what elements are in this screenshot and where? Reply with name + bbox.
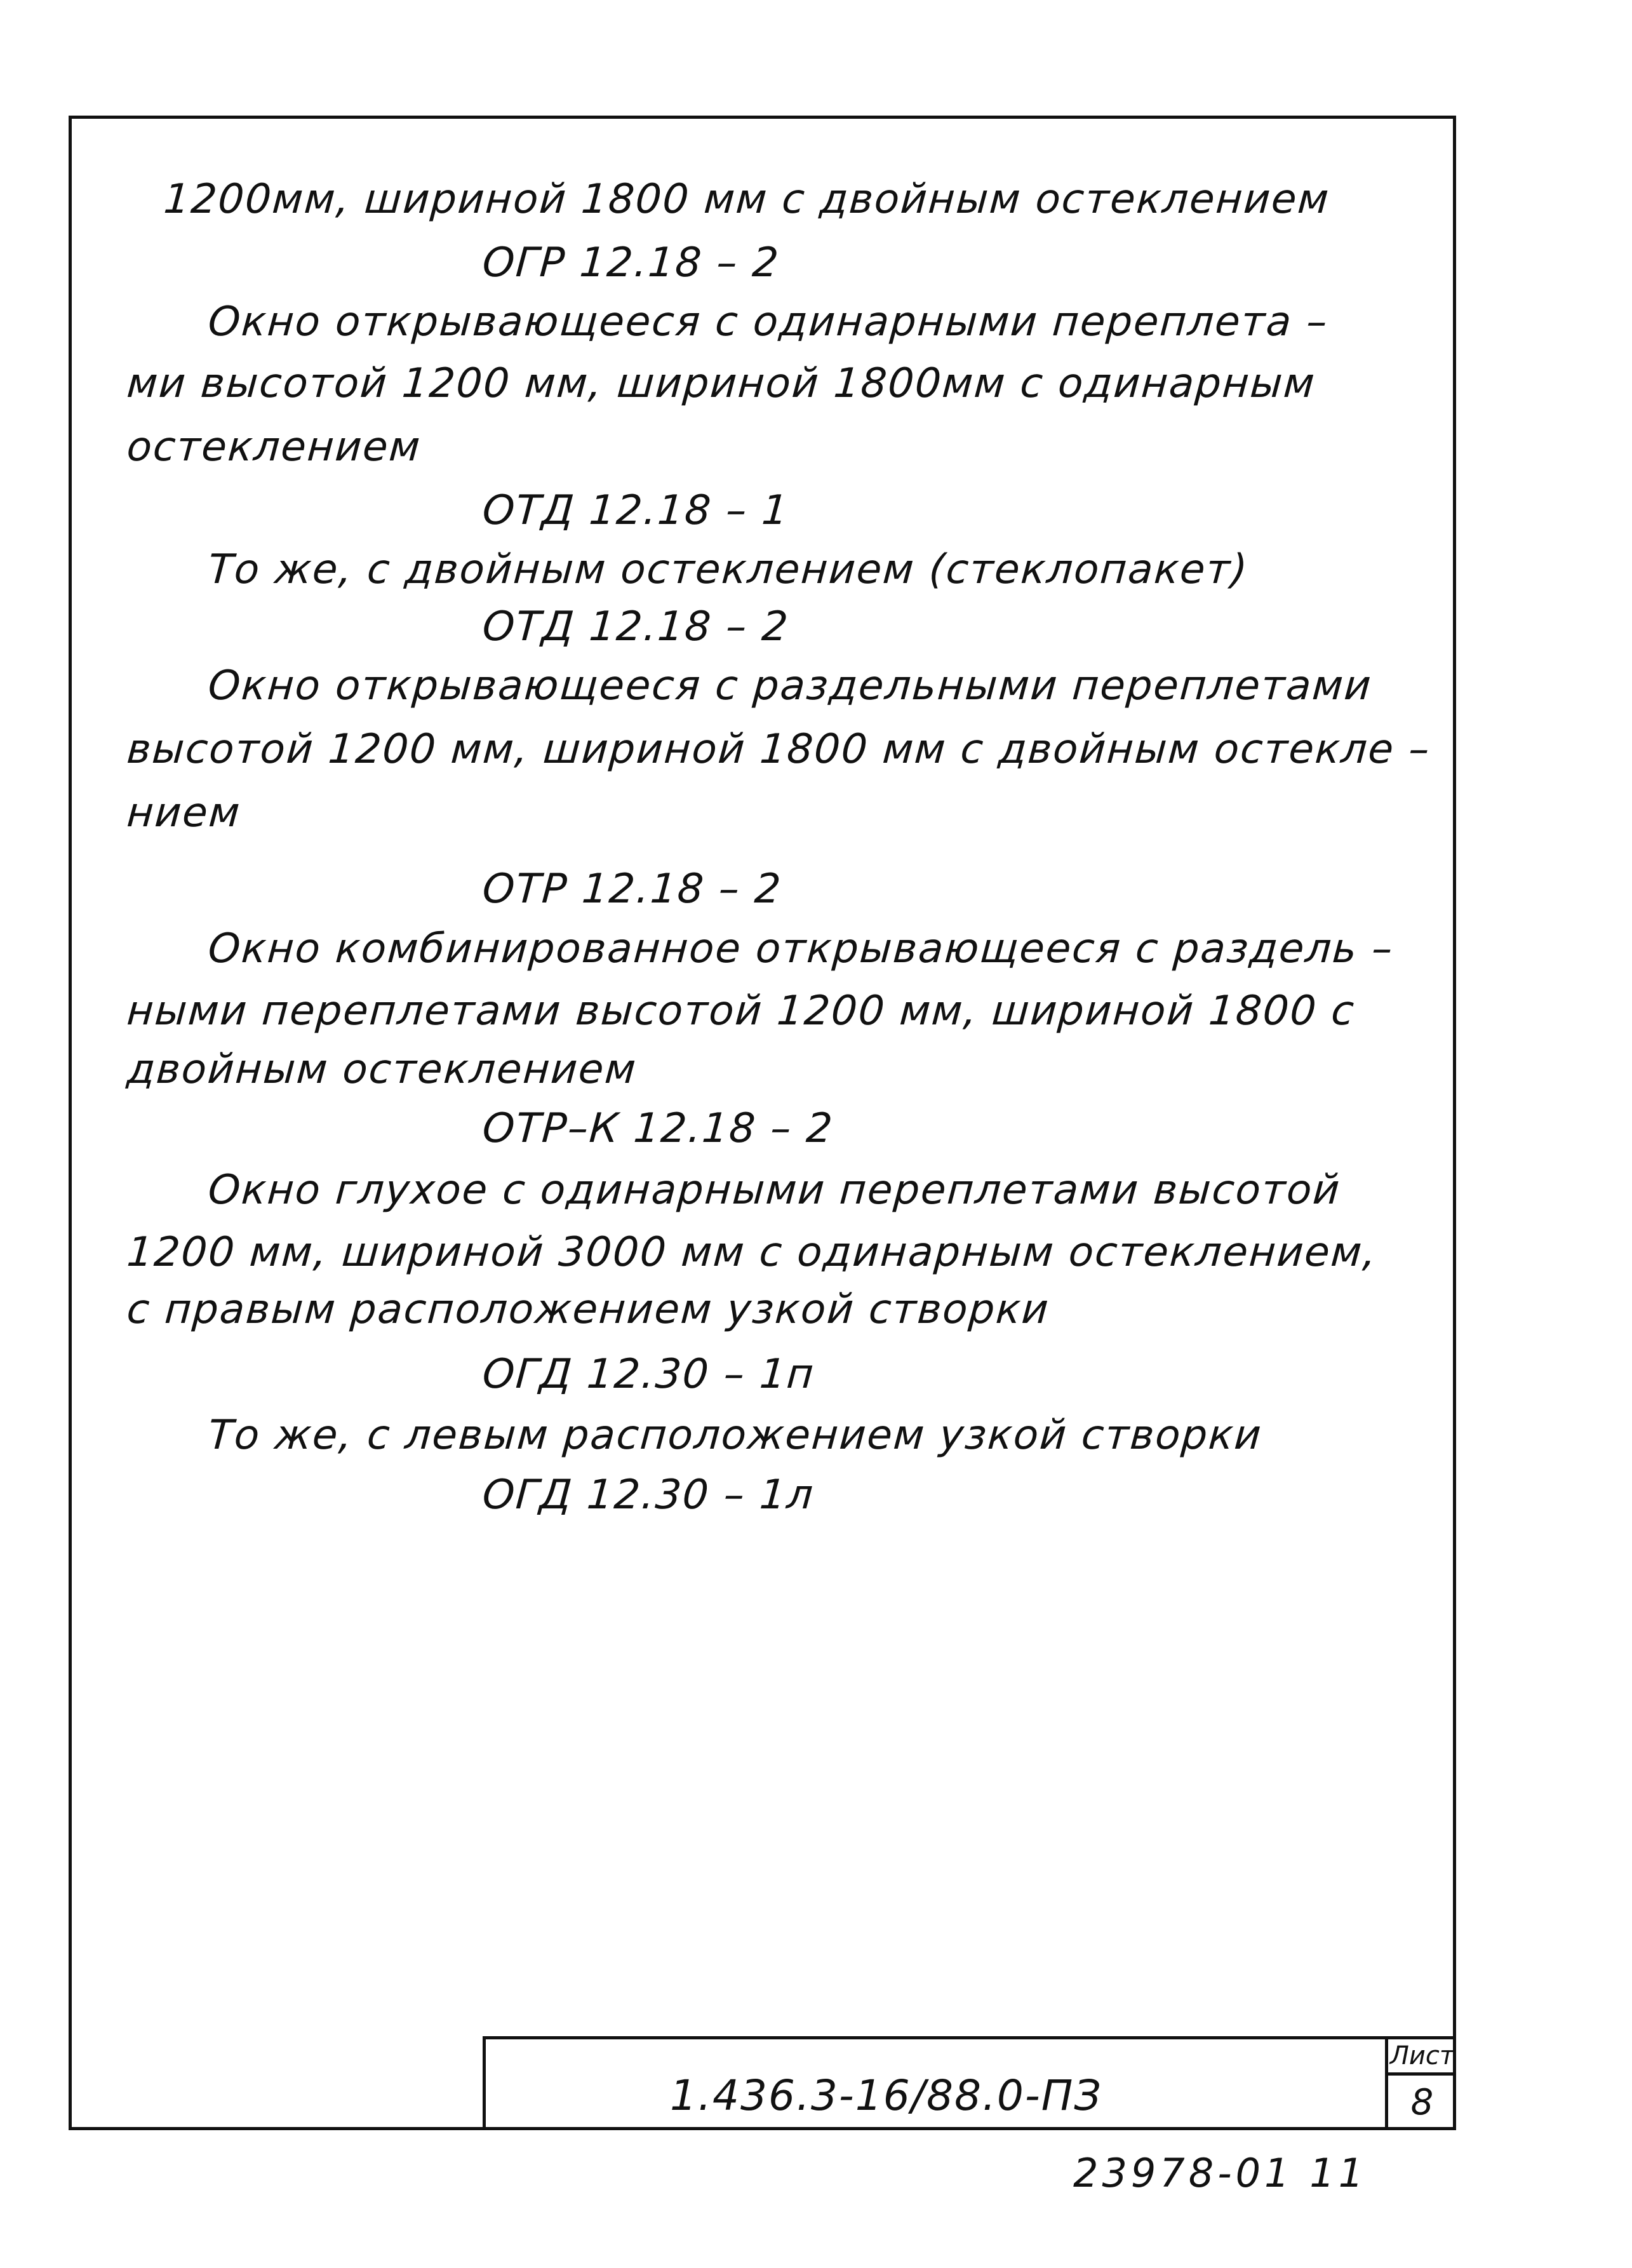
text-line-11: нием	[125, 789, 243, 836]
text-line-4: ми высотой 1200 мм, шириной 1800мм с одинарным	[125, 360, 1318, 407]
text-line-18: 1200 мм, шириной 3000 мм с одинарным остеклением,	[125, 1229, 1379, 1276]
text-line-1: 1200мм, шириной 1800 мм с двойным остеклением	[162, 176, 1332, 223]
designation-ogr-12-18-2: ОГР 12.18 – 2	[481, 239, 782, 286]
designation-otd-12-18-2: ОТД 12.18 – 2	[481, 603, 791, 650]
text-line-14: ными переплетами высотой 1200 мм, шириной 1800 с	[125, 988, 1357, 1035]
document-code: 1.436.3-16/88.0-ПЗ	[670, 2071, 1102, 2120]
sheet-cell	[1385, 2039, 1456, 2130]
text-line-5: остеклением	[125, 424, 423, 471]
inventory-number: 23978-01 11	[1073, 2150, 1368, 2196]
text-line-15: двойным остеклением	[125, 1046, 639, 1093]
designation-ogd-12-30-1p: ОГД 12.30 – 1п	[481, 1351, 817, 1398]
text-line-3: Окно открывающееся с одинарными переплета –	[206, 299, 1330, 346]
designation-ogd-12-30-1l: ОГД 12.30 – 1л	[481, 1472, 816, 1519]
title-block	[483, 2036, 1456, 2130]
text-line-21: То же, с левым расположением узкой створки	[206, 1412, 1264, 1459]
text-line-7: То же, с двойным остеклением (стеклопакет)	[206, 546, 1250, 593]
sheet-label: Лист	[1388, 2039, 1456, 2076]
text-line-10: высотой 1200 мм, шириной 1800 мм с двойным остекле –	[125, 726, 1432, 773]
designation-otr-12-18-2: ОТР 12.18 – 2	[481, 866, 784, 913]
designation-otd-12-18-1: ОТД 12.18 – 1	[481, 487, 791, 534]
text-line-17: Окно глухое с одинарными переплетами высотой	[206, 1167, 1342, 1214]
designation-otr-k-12-18-2: ОТР–К 12.18 – 2	[481, 1105, 836, 1152]
sheet-number: 8	[1410, 2082, 1434, 2123]
text-line-19: с правым расположением узкой створки	[125, 1286, 1052, 1333]
text-line-9: Окно открывающееся с раздельными переплетами	[206, 662, 1374, 709]
text-line-13: Окно комбинированное открывающееся с раздель –	[206, 925, 1395, 972]
